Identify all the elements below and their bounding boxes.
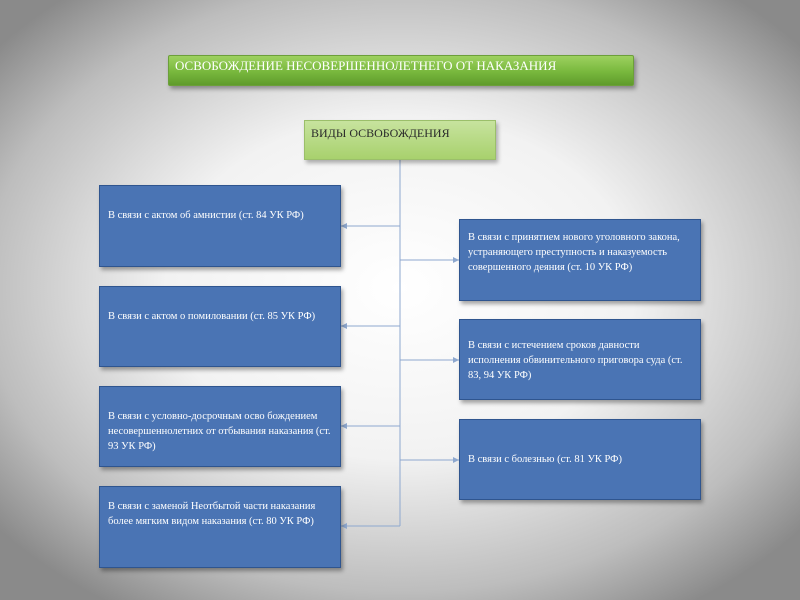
right-node-limitation: [459, 319, 701, 400]
left-node-parole-text: В связи с условно-досрочным осво бождением несовершеннолетних от отбывания наказания (ст. 93 УК РФ): [108, 411, 331, 452]
left-node-parole: [99, 386, 341, 467]
left-node-amnesty: [99, 185, 341, 267]
right-node-illness-text: В связи с болезнью (ст. 81 УК РФ): [468, 454, 622, 465]
left-node-pardon: [99, 286, 341, 367]
arrowhead-left-2: [341, 323, 347, 329]
arrowhead-left-4: [341, 523, 347, 529]
right-node-new-law: [459, 219, 701, 301]
right-node-illness: [459, 419, 701, 500]
arrowhead-left-1: [341, 223, 347, 229]
root-node-label: ВИДЫ ОСВОБОЖДЕНИЯ: [311, 126, 450, 140]
left-node-replacement: [99, 486, 341, 568]
right-node-new-law-text: В связи с принятием нового уголовного закона, устраняющего преступность и наказуемость совершенного деяния (ст. 10 УК РФ): [468, 232, 680, 273]
left-node-pardon-text: В связи с актом о помиловании (ст. 85 УК РФ): [108, 311, 316, 322]
title-banner: [168, 55, 634, 86]
right-node-limitation-text: В связи с истечением сроков давности исполнения обвинительного приговора суда (ст. 83, 94 УК РФ): [468, 340, 683, 381]
root-node: [304, 120, 496, 160]
left-node-amnesty-text: В связи с актом об амнистии (ст. 84 УК РФ): [108, 210, 304, 221]
arrowhead-left-3: [341, 423, 347, 429]
title-text: ОСВОБОЖДЕНИЕ НЕСОВЕРШЕННОЛЕТНЕГО ОТ НАКАЗАНИЯ: [175, 58, 557, 73]
left-node-replacement-text: В связи с заменой Неотбытой части наказания более мягким видом наказания (ст. 80 УК РФ): [108, 501, 316, 527]
